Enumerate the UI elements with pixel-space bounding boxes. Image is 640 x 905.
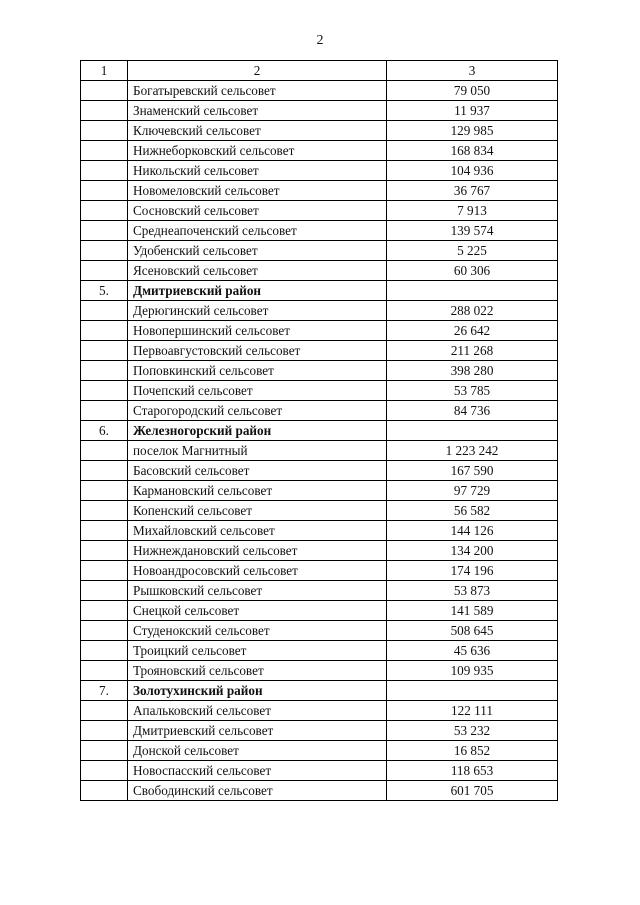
row-number [81,441,128,461]
amount-value [387,281,558,301]
column-header-value: 3 [387,61,558,81]
row-number [81,181,128,201]
row-number [81,561,128,581]
row-number: 5. [81,281,128,301]
amount-value [387,421,558,441]
table-row [81,221,558,241]
settlement-name: Нижнеждановский сельсовет [128,541,387,561]
table-row [81,701,558,721]
amount-value: 398 280 [387,361,558,381]
row-number [81,221,128,241]
settlement-name: Трояновский сельсовет [128,661,387,681]
table-row [81,721,558,741]
row-number [81,361,128,381]
amount-value: 122 111 [387,701,558,721]
settlement-name: Никольский сельсовет [128,161,387,181]
settlement-name: Почепский сельсовет [128,381,387,401]
amount-value: 53 785 [387,381,558,401]
row-number [81,521,128,541]
table-row [81,621,558,641]
table-row [81,561,558,581]
amount-value: 167 590 [387,461,558,481]
table-row [81,261,558,281]
amount-value: 97 729 [387,481,558,501]
amount-value: 288 022 [387,301,558,321]
row-number [81,321,128,341]
settlement-name: поселок Магнитный [128,441,387,461]
row-number [81,641,128,661]
settlement-name: Новомеловский сельсовет [128,181,387,201]
table-row [81,461,558,481]
settlement-name: Удобенский сельсовет [128,241,387,261]
table-row [81,301,558,321]
row-number [81,81,128,101]
settlement-name: Басовский сельсовет [128,461,387,481]
amount-value: 26 642 [387,321,558,341]
amount-value: 129 985 [387,121,558,141]
table-row [81,441,558,461]
settlement-name: Рышковский сельсовет [128,581,387,601]
settlement-name: Новопершинский сельсовет [128,321,387,341]
amount-value: 109 935 [387,661,558,681]
amount-value: 16 852 [387,741,558,761]
settlement-name: Сосновский сельсовет [128,201,387,221]
row-number [81,201,128,221]
amount-value: 79 050 [387,81,558,101]
amount-value [387,681,558,701]
row-number: 7. [81,681,128,701]
district-row [81,681,558,701]
table-row [81,401,558,421]
settlement-name: Нижнеборковский сельсовет [128,141,387,161]
table-row [81,521,558,541]
table-row [81,81,558,101]
table-body [81,81,558,801]
settlement-name: Копенский сельсовет [128,501,387,521]
table-header-row [81,61,558,81]
amount-value: 53 873 [387,581,558,601]
settlement-name: Студенокский сельсовет [128,621,387,641]
settlement-name: Дерюгинский сельсовет [128,301,387,321]
district-row [81,281,558,301]
table-row [81,641,558,661]
table-row [81,661,558,681]
table-row [81,381,558,401]
row-number [81,621,128,641]
table-row [81,201,558,221]
amount-value: 174 196 [387,561,558,581]
settlement-name: Богатыревский сельсовет [128,81,387,101]
settlement-name: Троицкий сельсовет [128,641,387,661]
column-header-name: 2 [128,61,387,81]
row-number [81,141,128,161]
amount-value: 139 574 [387,221,558,241]
settlement-name: Новоспасский сельсовет [128,761,387,781]
row-number [81,241,128,261]
row-number [81,581,128,601]
table-row [81,541,558,561]
settlement-name: Первоавгустовский сельсовет [128,341,387,361]
row-number [81,101,128,121]
row-number [81,381,128,401]
amount-value: 144 126 [387,521,558,541]
page-number: 2 [316,33,324,48]
amount-value: 508 645 [387,621,558,641]
settlement-name: Свободинский сельсовет [128,781,387,801]
settlement-name: Знаменский сельсовет [128,101,387,121]
district-name: Дмитриевский район [128,281,387,301]
settlement-name: Михайловский сельсовет [128,521,387,541]
row-number [81,341,128,361]
amount-value: 211 268 [387,341,558,361]
table-row [81,581,558,601]
row-number [81,401,128,421]
table-row [81,481,558,501]
table-row [81,361,558,381]
column-header-number: 1 [81,61,128,81]
row-number [81,781,128,801]
amount-value: 60 306 [387,261,558,281]
row-number [81,501,128,521]
row-number [81,161,128,181]
allocation-table [80,60,558,801]
settlement-name: Снецкой сельсовет [128,601,387,621]
amount-value: 45 636 [387,641,558,661]
district-name: Железногорский район [128,421,387,441]
settlement-name: Дмитриевский сельсовет [128,721,387,741]
row-number [81,461,128,481]
settlement-name: Старогородский сельсовет [128,401,387,421]
row-number [81,301,128,321]
settlement-name: Донской сельсовет [128,741,387,761]
amount-value: 7 913 [387,201,558,221]
table-row [81,501,558,521]
row-number [81,261,128,281]
amount-value: 141 589 [387,601,558,621]
settlement-name: Кармановский сельсовет [128,481,387,501]
settlement-name: Ясеновский сельсовет [128,261,387,281]
amount-value: 53 232 [387,721,558,741]
row-number [81,601,128,621]
settlement-name: Среднеапоченский сельсовет [128,221,387,241]
settlement-name: Апальковский сельсовет [128,701,387,721]
amount-value: 5 225 [387,241,558,261]
table-row [81,741,558,761]
table-row [81,181,558,201]
amount-value: 601 705 [387,781,558,801]
table-row [81,341,558,361]
row-number [81,121,128,141]
row-number [81,721,128,741]
table-row [81,781,558,801]
amount-value: 36 767 [387,181,558,201]
amount-value: 84 736 [387,401,558,421]
row-number [81,761,128,781]
row-number [81,661,128,681]
table-row [81,761,558,781]
settlement-name: Ключевский сельсовет [128,121,387,141]
row-number [81,541,128,561]
settlement-name: Поповкинский сельсовет [128,361,387,381]
row-number [81,741,128,761]
row-number: 6. [81,421,128,441]
amount-value: 118 653 [387,761,558,781]
district-name: Золотухинский район [128,681,387,701]
table-row [81,121,558,141]
amount-value: 134 200 [387,541,558,561]
row-number [81,701,128,721]
table-row [81,101,558,121]
table-row [81,141,558,161]
amount-value: 1 223 242 [387,441,558,461]
amount-value: 104 936 [387,161,558,181]
table-row [81,601,558,621]
row-number [81,481,128,501]
district-row [81,421,558,441]
table-row [81,321,558,341]
settlement-name: Новоандросовский сельсовет [128,561,387,581]
table-row [81,161,558,181]
amount-value: 56 582 [387,501,558,521]
amount-value: 168 834 [387,141,558,161]
table-row [81,241,558,261]
amount-value: 11 937 [387,101,558,121]
